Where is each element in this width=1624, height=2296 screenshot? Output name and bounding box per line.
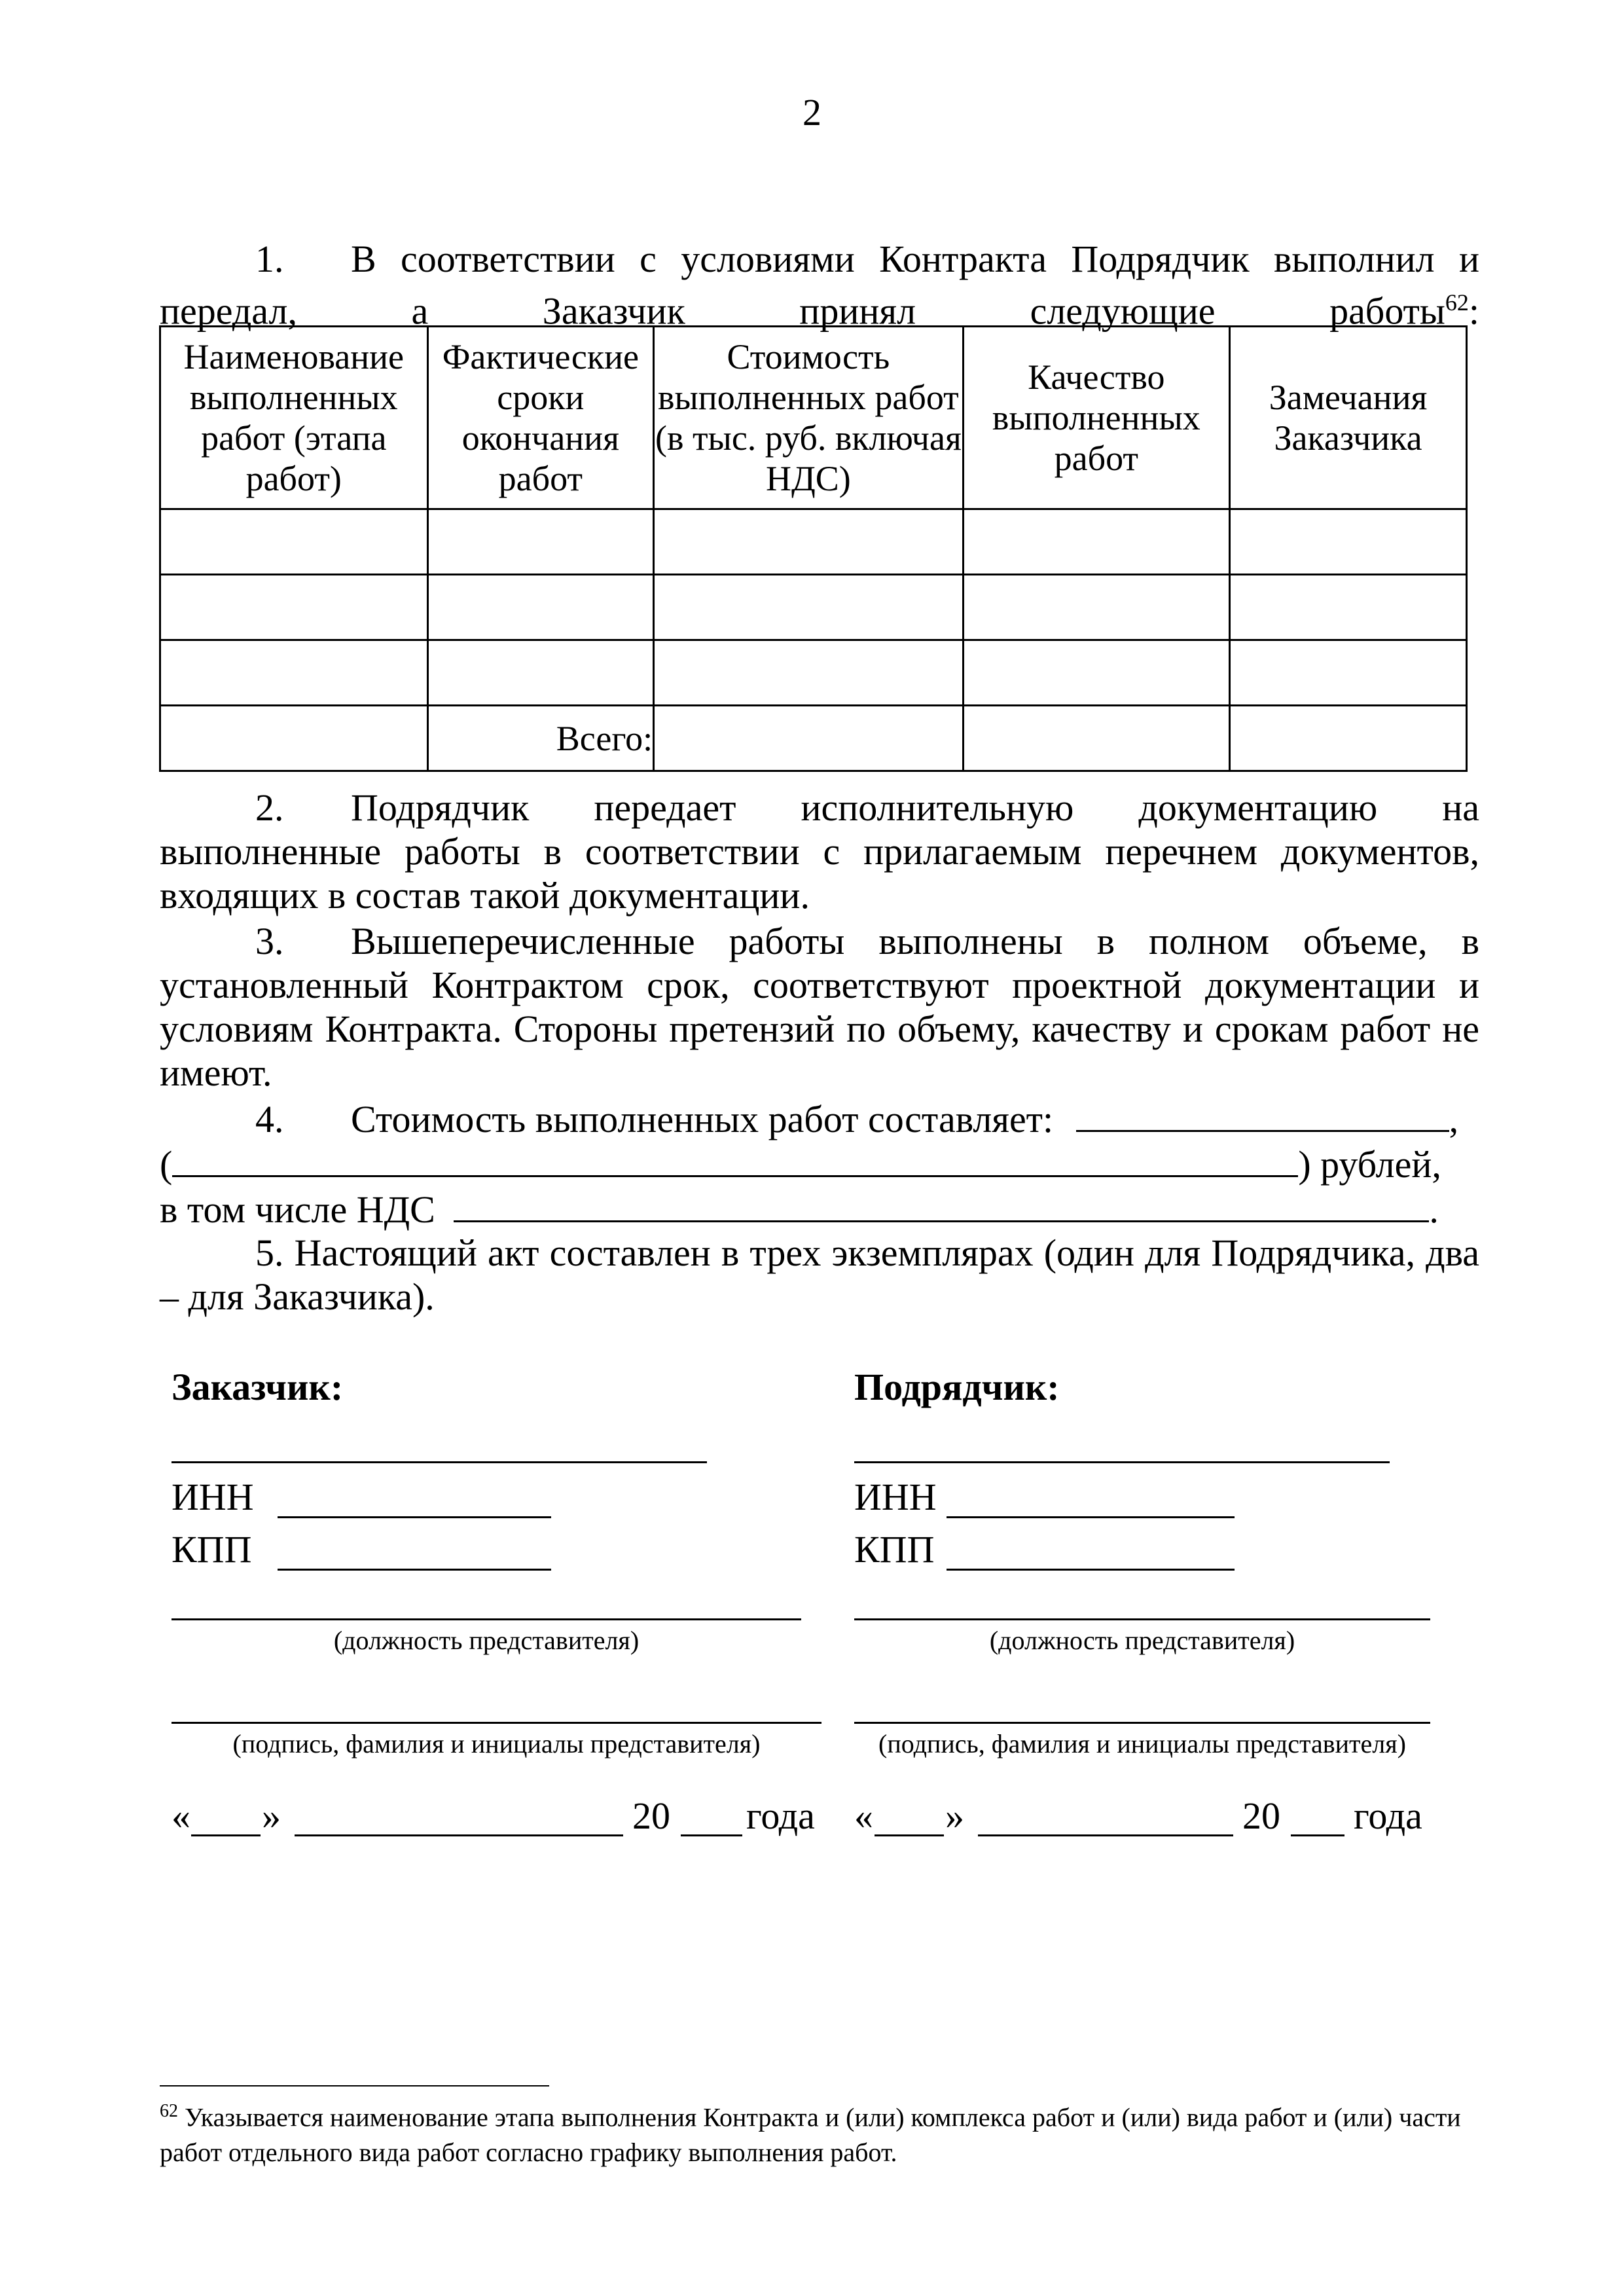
col-header-completion-date: Фактические сроки окончания работ: [427, 327, 654, 509]
table-cell[interactable]: [1230, 575, 1467, 640]
table-row: [160, 640, 1467, 706]
table-cell[interactable]: [963, 509, 1230, 575]
paragraph-1-number: 1.: [255, 238, 284, 280]
paragraph-4-text: Стоимость выполненных работ составляет:: [351, 1098, 1054, 1140]
paragraph-1: [160, 237, 1479, 333]
paragraph-4: [160, 1096, 1479, 1231]
customer-signature-field[interactable]: [171, 1722, 821, 1724]
contractor-title: Подрядчик:: [854, 1366, 1060, 1408]
customer-signature-caption: (подпись, фамилия и инициалы представителя): [232, 1729, 761, 1758]
paragraph-1-text: В соответствии с условиями Контракта Подрядчик выполнил и передал, а Заказчик принял следующие работы: [160, 238, 1479, 333]
works-table: [159, 325, 1468, 772]
contractor-inn-label: ИНН: [854, 1476, 937, 1518]
paragraph-4-comma: ,: [1449, 1098, 1459, 1140]
footnote-separator: [160, 2085, 549, 2086]
paragraph-4-number: 4.: [255, 1098, 284, 1140]
table-row: [160, 509, 1467, 575]
table-cell: [160, 706, 428, 771]
paragraph-5: 5. Настоящий акт составлен в трех экземплярах (один для Подрядчика, два – для Заказчика).: [160, 1231, 1479, 1318]
contractor-position-caption: (должность представителя): [989, 1626, 1295, 1655]
table-cell[interactable]: [160, 640, 428, 706]
contractor-year-field[interactable]: [1291, 1834, 1344, 1836]
customer-year-field[interactable]: [681, 1834, 742, 1836]
contractor-kpp-field[interactable]: [947, 1569, 1235, 1571]
col-header-work-name: Наименование выполненных работ (этапа работ): [160, 327, 428, 509]
contractor-kpp-label: КПП: [854, 1528, 935, 1571]
paragraph-4-vat-label: в том числе НДС: [160, 1188, 435, 1231]
customer-month-field[interactable]: [295, 1834, 623, 1836]
contractor-position-field[interactable]: [854, 1618, 1430, 1620]
vat-amount-field[interactable]: [454, 1186, 1429, 1222]
contractor-date-close: »: [945, 1795, 964, 1837]
table-cell[interactable]: [654, 509, 963, 575]
customer-date-open: «: [171, 1795, 190, 1837]
cost-amount-field[interactable]: [1076, 1096, 1449, 1132]
total-cost-cell[interactable]: [654, 706, 963, 771]
total-label: Всего:: [427, 706, 654, 771]
customer-kpp-field[interactable]: [278, 1569, 551, 1571]
table-cell[interactable]: [654, 640, 963, 706]
contractor-date-open: «: [854, 1795, 873, 1837]
customer-date-close: »: [262, 1795, 281, 1837]
table-total-row: [160, 706, 1467, 771]
table-cell[interactable]: [427, 575, 654, 640]
customer-position-field[interactable]: [171, 1618, 801, 1620]
customer-position-caption: (должность представителя): [333, 1626, 640, 1655]
paragraph-4-open-paren: (: [160, 1143, 173, 1186]
paragraph-2-number: 2.: [255, 786, 284, 829]
table-cell[interactable]: [1230, 640, 1467, 706]
customer-year-prefix: 20: [632, 1795, 670, 1837]
contractor-signature-field[interactable]: [854, 1722, 1430, 1724]
cost-in-words-field[interactable]: [172, 1141, 1298, 1177]
table-cell[interactable]: [963, 640, 1230, 706]
contractor-month-field[interactable]: [978, 1834, 1233, 1836]
table-header-row: [160, 327, 1467, 509]
table-cell[interactable]: [963, 575, 1230, 640]
customer-day-field[interactable]: [191, 1834, 261, 1836]
customer-year-suffix: года: [746, 1795, 815, 1837]
customer-inn-field[interactable]: [278, 1516, 551, 1518]
table-cell[interactable]: [654, 575, 963, 640]
table-cell[interactable]: [963, 706, 1230, 771]
col-header-cost: Стоимость выполненных работ (в тыс. руб. включая НДС): [654, 327, 963, 509]
customer-name-field[interactable]: [171, 1461, 707, 1463]
footnote-ref-62: 62: [1445, 289, 1469, 316]
paragraph-2-text: Подрядчик передает исполнительную документацию на выполненные работы в соответствии с прилагаемым перечнем документов, входящих в состав такой документации.: [160, 786, 1479, 917]
contractor-name-field[interactable]: [854, 1461, 1390, 1463]
paragraph-2: [160, 786, 1479, 917]
footnote-number: 62: [160, 2101, 178, 2121]
customer-kpp-label: КПП: [171, 1528, 252, 1571]
customer-title: Заказчик:: [171, 1366, 344, 1408]
page-number: 2: [803, 91, 821, 134]
table-cell[interactable]: [1230, 509, 1467, 575]
table-cell[interactable]: [160, 575, 428, 640]
table-cell[interactable]: [427, 509, 654, 575]
paragraph-4-rubles: ) рублей,: [1298, 1143, 1441, 1186]
contractor-year-prefix: 20: [1242, 1795, 1280, 1837]
footnote: [160, 2094, 1479, 2170]
col-header-remarks: Замечания Заказчика: [1230, 327, 1467, 509]
col-header-quality: Качество выполненных работ: [963, 327, 1230, 509]
table-row: [160, 575, 1467, 640]
contractor-signature-caption: (подпись, фамилия и инициалы представителя): [878, 1729, 1406, 1758]
contractor-year-suffix: года: [1354, 1795, 1422, 1837]
paragraph-4-period: .: [1429, 1188, 1439, 1231]
footnote-text: Указывается наименование этапа выполнения Контракта и (или) комплекса работ и (или) вида работ и (или) части работ отдельного вида работ согласно графику выполнения работ.: [160, 2102, 1461, 2168]
paragraph-3-text: Вышеперечисленные работы выполнены в полном объеме, в установленный Контрактом срок, соответствуют проектной документации и условиям Контракта. Стороны претензий по объему, качеству и срокам работ не имеют.: [160, 920, 1479, 1094]
table-cell[interactable]: [160, 509, 428, 575]
table-cell[interactable]: [1230, 706, 1467, 771]
contractor-day-field[interactable]: [875, 1834, 944, 1836]
paragraph-3: [160, 919, 1479, 1095]
contractor-inn-field[interactable]: [947, 1516, 1235, 1518]
paragraph-3-number: 3.: [255, 920, 284, 962]
table-cell[interactable]: [427, 640, 654, 706]
paragraph-1-colon: :: [1468, 289, 1479, 333]
customer-inn-label: ИНН: [171, 1476, 254, 1518]
